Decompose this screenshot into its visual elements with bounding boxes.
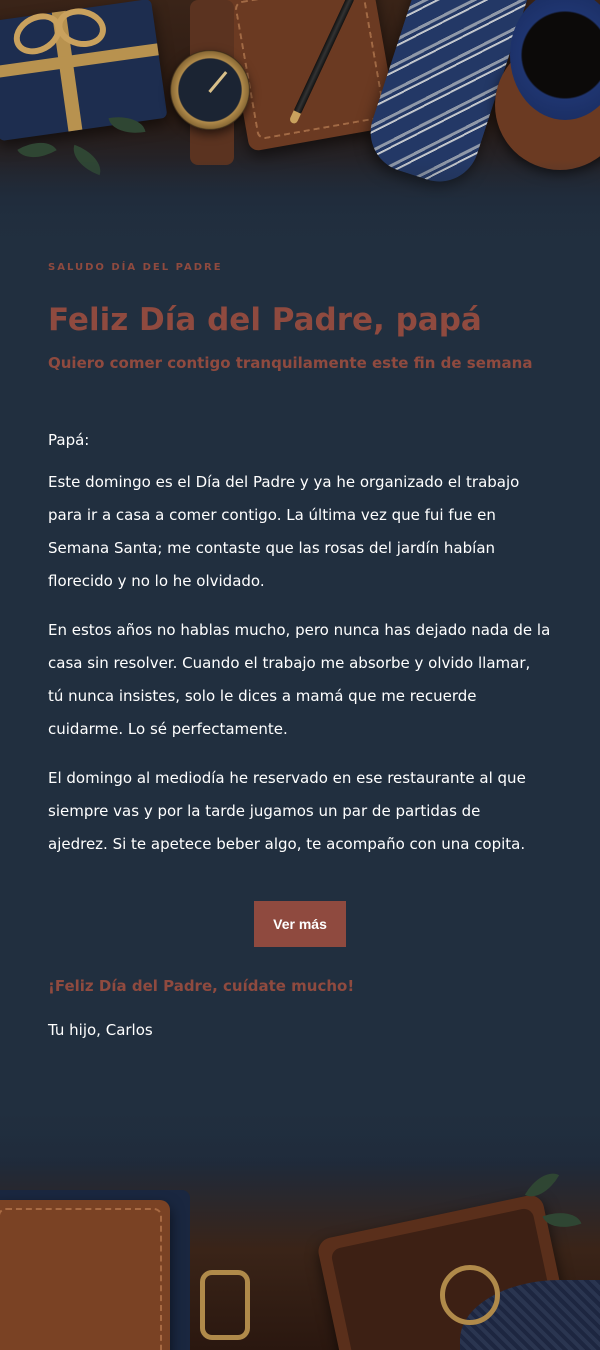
footer-photo-accessories [0,1100,600,1350]
letter-paragraph [48,762,558,861]
key-ring-image [440,1265,500,1325]
letter-paragraph [48,614,558,746]
letter-paragraph [48,466,558,598]
keychain-clip-image [200,1270,250,1340]
see-more-button[interactable]: Ver más [254,901,346,947]
paragraph-line: para ir a casa a comer contigo. La última vez que fui fue en [48,506,496,525]
signature: Tu hijo, Carlos [48,1021,153,1040]
paragraph-line: Este domingo es el Día del Padre y ya he organizado el trabajo [48,473,520,492]
gift-box-image [0,0,168,141]
page-title: Feliz Día del Padre, papá [48,302,482,338]
letter-greeting: Papá: [48,431,90,450]
wristwatch-image [170,50,250,130]
paragraph-line: En estos años no hablas mucho, pero nunca has dejado nada de la [48,621,551,640]
paragraph-line: Semana Santa; me contaste que las rosas del jardín habían [48,539,496,558]
leaf-decoration [17,133,56,167]
paragraph-line: florecido y no lo he olvidado. [48,572,265,591]
eyebrow-label: SALUDO DÍA DEL PADRE [48,262,223,273]
ribbon-bow [9,0,105,62]
paragraph-line: tú nunca insistes, solo le dices a mamá que me recuerde [48,687,477,706]
paragraph-line: ajedrez. Si te apetece beber algo, te acompaño con una copita. [48,835,526,854]
header-photo-gifts [0,0,600,250]
paragraph-line: casa sin resolver. Cuando el trabajo me absorbe y olvido llamar, [48,654,531,673]
letter-content [48,262,558,1039]
paragraph-line: siempre vas y por la tarde jugamos un par de partidas de [48,802,481,821]
closing-wish: ¡Feliz Día del Padre, cuídate mucho! [48,977,355,996]
leather-wallet-image [0,1200,170,1350]
paragraph-line: El domingo al mediodía he reservado en ese restaurante al que [48,769,526,788]
paragraph-line: cuidarme. Lo sé perfectamente. [48,720,288,739]
subtitle: Quiero comer contigo tranquilamente este fin de semana [48,354,533,373]
cta-container [48,901,552,947]
leaf-decoration [68,145,107,175]
